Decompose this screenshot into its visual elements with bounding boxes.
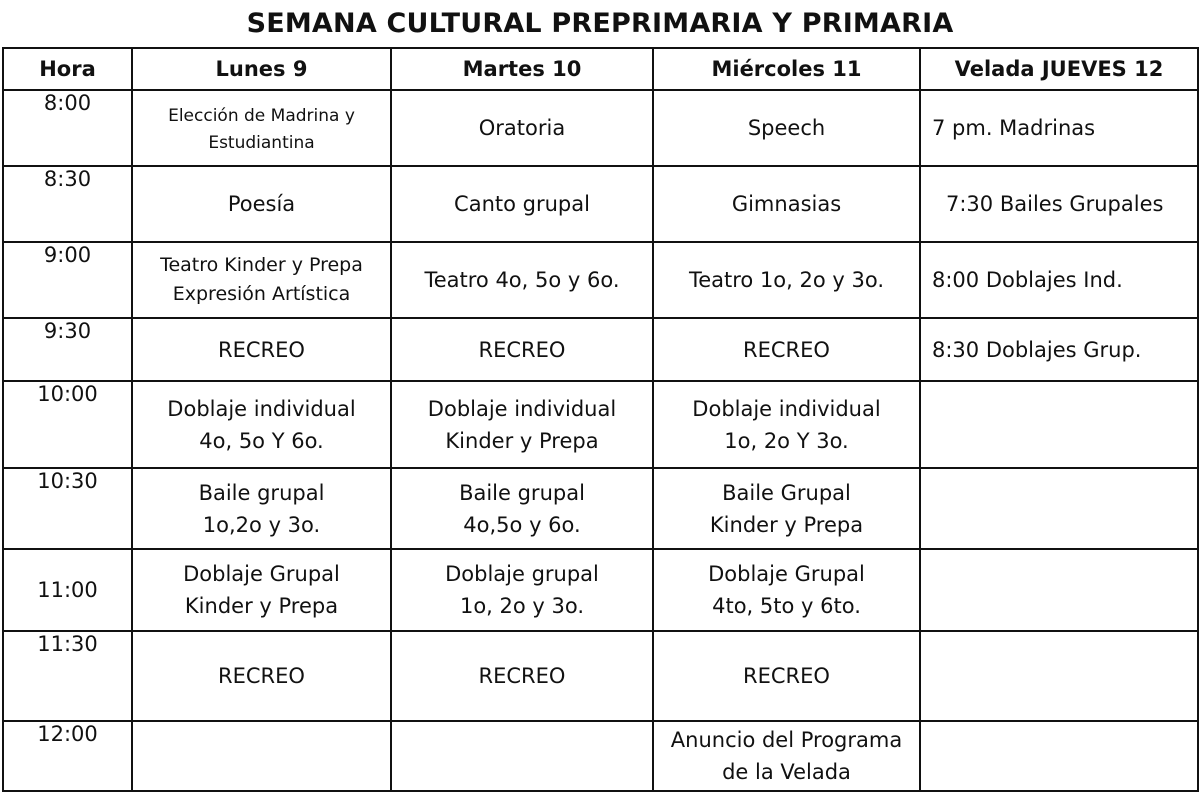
table-row	[3, 381, 1198, 468]
cell-line: Canto grupal	[454, 192, 590, 216]
activity-cell	[391, 721, 653, 791]
cell-line: RECREO	[478, 664, 566, 688]
activity-cell	[653, 318, 920, 381]
activity-cell	[653, 721, 920, 791]
page-title: SEMANA CULTURAL PREPRIMARIA Y PRIMARIA	[246, 8, 954, 39]
header-row	[3, 48, 1198, 90]
activity-cell	[391, 242, 653, 318]
cell-line: 4o, 5o Y 6o.	[199, 428, 324, 453]
cell-line: Speech	[747, 116, 826, 140]
table-row	[3, 721, 1198, 791]
cell-line: Baile grupal	[198, 480, 325, 505]
table-row	[3, 468, 1198, 549]
activity-cell	[391, 166, 653, 242]
activity-cell	[132, 631, 391, 721]
activity-cell	[920, 166, 1198, 242]
activity-cell	[920, 242, 1198, 318]
cell-line: Teatro Kinder y Prepa	[160, 254, 363, 276]
cell-line: Baile grupal	[459, 480, 585, 505]
activity-cell	[391, 549, 653, 631]
cell-line: de la Velada	[722, 760, 851, 784]
cell-line: Poesía	[227, 192, 296, 216]
cell-line: Teatro 4o, 5o y 6o.	[424, 268, 620, 292]
cell-line: 1o, 2o y 3o.	[459, 594, 585, 618]
cell-line: Doblaje individual	[692, 396, 881, 421]
activity-cell	[132, 166, 391, 242]
cell-line: Estudiantina	[208, 133, 315, 153]
activity-cell	[391, 318, 653, 381]
activity-cell	[391, 468, 653, 549]
activity-cell	[653, 242, 920, 318]
hour-cell: 8:30	[3, 166, 132, 242]
cell-line: RECREO	[218, 337, 305, 362]
table-row	[3, 549, 1198, 631]
activity-cell	[920, 318, 1198, 381]
cell-line: Oratoria	[478, 116, 566, 140]
activity-cell	[391, 381, 653, 468]
activity-cell	[391, 631, 653, 721]
cell-line: 1o,2o y 3o.	[202, 512, 321, 537]
hour-cell: 9:30	[3, 318, 132, 381]
header-lunes: Lunes 9	[132, 48, 391, 90]
cell-line: Gimnasias	[731, 192, 842, 216]
cell-line: Anuncio del Programa	[670, 728, 903, 752]
table-row	[3, 242, 1198, 318]
header-martes: Martes 10	[391, 48, 653, 90]
hour-cell: 9:00	[3, 242, 132, 318]
activity-cell	[653, 166, 920, 242]
hour-cell: 8:00	[3, 90, 132, 166]
activity-cell	[132, 242, 391, 318]
table-row	[3, 90, 1198, 166]
activity-cell	[653, 468, 920, 549]
activity-cell	[132, 549, 391, 631]
header-miercoles: Miércoles 11	[653, 48, 920, 90]
activity-cell	[132, 381, 391, 468]
activity-cell	[920, 631, 1198, 721]
cell-line: 4to, 5to y 6to.	[712, 594, 861, 618]
table-row	[3, 166, 1198, 242]
cell-line: Doblaje individual	[167, 396, 356, 421]
cell-line: RECREO	[478, 337, 566, 362]
hour-cell: 11:30	[3, 631, 132, 721]
activity-cell	[920, 381, 1198, 468]
cell-line: Teatro 1o, 2o y 3o.	[688, 268, 885, 292]
activity-cell	[920, 468, 1198, 549]
hour-cell: 10:30	[3, 468, 132, 549]
activity-cell	[920, 721, 1198, 791]
cell-line: Doblaje individual	[427, 396, 617, 421]
activity-cell	[653, 549, 920, 631]
activity-cell	[920, 90, 1198, 166]
hour-cell: 12:00	[3, 721, 132, 791]
cell-line: 7:30 Bailes Grupales	[946, 192, 1164, 216]
activity-cell	[132, 468, 391, 549]
hour-cell: 11:00	[3, 549, 132, 631]
table-row	[3, 318, 1198, 381]
cell-line: Kinder y Prepa	[709, 512, 864, 537]
activity-cell	[132, 318, 391, 381]
cell-line: 1o, 2o Y 3o.	[724, 428, 849, 453]
cell-line: Doblaje Grupal	[708, 562, 865, 586]
activity-cell	[653, 90, 920, 166]
cell-line: Doblaje Grupal	[183, 562, 340, 586]
schedule-table	[2, 47, 1199, 792]
cell-line: Kinder y Prepa	[445, 428, 599, 453]
hour-cell: 10:00	[3, 381, 132, 468]
cell-line: RECREO	[218, 664, 305, 688]
activity-cell	[132, 721, 391, 791]
cell-line: RECREO	[743, 337, 830, 362]
activity-cell	[653, 381, 920, 468]
header-hora: Hora	[3, 48, 132, 90]
cell-line: 8:00 Doblajes Ind.	[932, 268, 1123, 292]
cell-line: Baile Grupal	[722, 480, 851, 505]
cell-line: 8:30 Doblajes Grup.	[932, 337, 1142, 362]
cell-line: Doblaje grupal	[445, 562, 599, 586]
cell-line: RECREO	[743, 664, 830, 688]
cell-line: 7 pm. Madrinas	[932, 116, 1096, 140]
cell-line: Elección de Madrina y	[168, 106, 355, 126]
cell-line: Expresión Artística	[172, 283, 351, 305]
activity-cell	[653, 631, 920, 721]
activity-cell	[132, 90, 391, 166]
header-jueves: Velada JUEVES 12	[920, 48, 1198, 90]
activity-cell	[391, 90, 653, 166]
table-row	[3, 631, 1198, 721]
cell-line: Kinder y Prepa	[184, 594, 339, 618]
activity-cell	[920, 549, 1198, 631]
cell-line: 4o,5o y 6o.	[463, 512, 581, 537]
